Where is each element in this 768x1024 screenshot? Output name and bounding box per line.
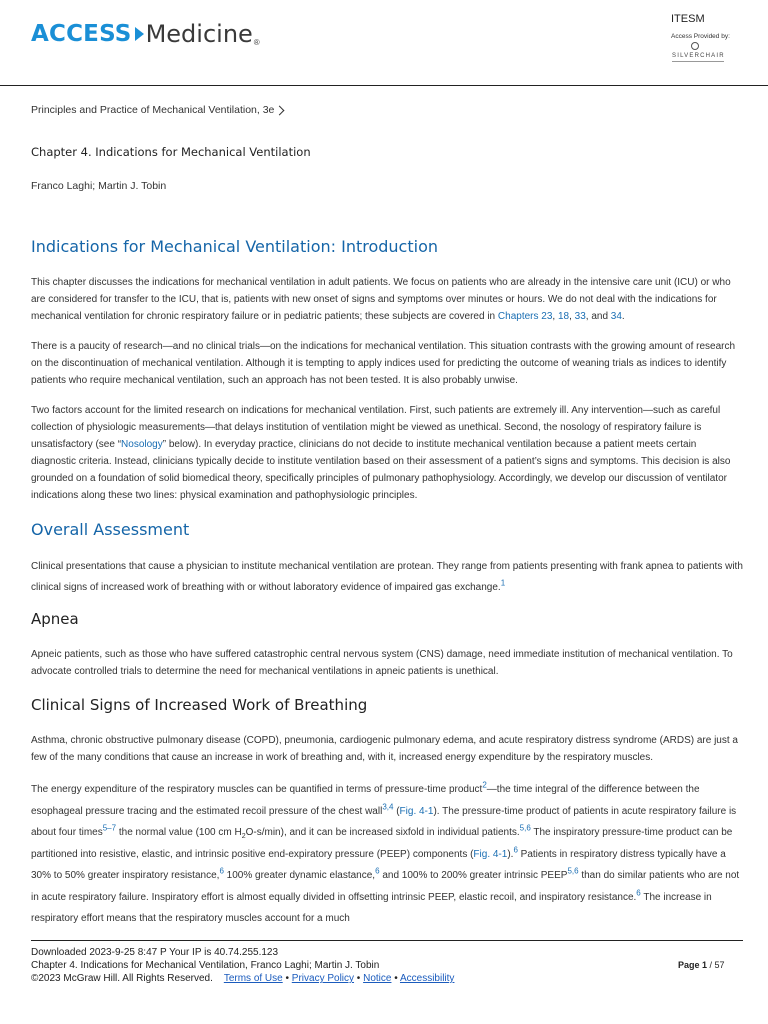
figure-link[interactable]: Fig. 4-1 <box>399 805 434 817</box>
reference-link[interactable]: 5,6 <box>519 823 531 833</box>
book-breadcrumb[interactable] <box>31 104 283 116</box>
access-provided-label: Access Provided by: <box>671 33 730 40</box>
page-number: Page 1 / 57 <box>678 960 725 970</box>
header-divider <box>0 85 768 86</box>
download-info: Downloaded 2023-9-25 8:47 P Your IP is 40.74.255.123 <box>31 947 279 958</box>
logo-medicine-text: Medicine <box>145 20 253 48</box>
reference-link[interactable]: 6 <box>219 866 224 876</box>
reference-link[interactable]: 2 <box>482 780 487 790</box>
notice-link[interactable]: Notice <box>363 973 392 984</box>
clinical-paragraph-1: Asthma, chronic obstructive pulmonary disease (COPD), pneumonia, cardiogenic pulmonary edema, and acute respiratory distress syndrome (ARDS) are just a few of the many conditions that cause an increase in work of breathing and, with it, increased energy expenditure by the respiratory muscles. <box>31 735 738 763</box>
chevron-right-icon[interactable] <box>275 105 285 115</box>
accessmedicine-logo[interactable] <box>31 14 260 54</box>
chapter-authors: Franco Laghi; Martin J. Tobin <box>31 180 167 192</box>
silverchair-logo-icon <box>691 42 699 50</box>
reference-link[interactable]: 6 <box>375 866 380 876</box>
figure-link[interactable]: Fig. 4-1 <box>473 848 508 860</box>
footer-links-row: ©2023 McGraw Hill. All Rights Reserved. Terms of Use • Privacy Policy • Notice • Accessibility <box>31 973 455 984</box>
chapter-18-link[interactable]: 18 <box>557 311 570 322</box>
intro-paragraph-3: Two factors account for the limited research on indications for mechanical ventilation. First, such patients are extremely ill. Any intervention—such as careful collection of physiologic measurements—that delays institution of ventilation might be viewed as unethical. Second, the nosology of respiratory failure is unsatisfactory (see “Nosology” below). In everyday practice, clinicians do not decide to institute mechanical ventilation because a patient meets certain diagnostic criteria. Instead, clinicians typically decide to institute ventilation based on their assessment of a patient’s signs and symptoms. This decision is also grounded on a foundation of solid biomedical theory, specifically principles of pulmonary pathophysiology. Accordingly, we develop our discussion of ventilator indications along these two lines: physical examination and pathophysiologic principles. <box>31 405 731 501</box>
logo-arrow-icon <box>135 27 144 41</box>
section-heading-apnea: Apnea <box>31 610 79 628</box>
nosology-link[interactable]: Nosology <box>121 439 163 450</box>
terms-of-use-link[interactable]: Terms of Use <box>223 973 283 984</box>
page-footer <box>31 946 743 985</box>
citation-info: Chapter 4. Indications for Mechanical Ventilation, Franco Laghi; Martin J. Tobin <box>31 960 380 971</box>
chapter-title: Chapter 4. Indications for Mechanical Ventilation <box>31 145 311 159</box>
reference-link[interactable]: 1 <box>500 578 506 588</box>
reference-link[interactable]: 5,6 <box>567 866 579 876</box>
apnea-paragraph-1: Apneic patients, such as those who have suffered catastrophic central nervous system (CNS) damage, need immediate institution of mechanical ventilation. To advocate controlled trials to determine the need for mechanical ventilations in apneic patients is unethical. <box>31 649 733 677</box>
provider-underline <box>672 61 724 62</box>
logo-registered-mark: ® <box>253 37 260 47</box>
section-heading-clinical-signs: Clinical Signs of Increased Work of Breathing <box>31 696 368 714</box>
footer-divider <box>31 940 743 941</box>
section-heading-overall-assessment: Overall Assessment <box>31 520 190 539</box>
book-title[interactable]: Principles and Practice of Mechanical Ventilation, 3e <box>31 104 275 116</box>
reference-link[interactable]: 6 <box>513 845 518 855</box>
page-header <box>0 0 768 86</box>
intro-paragraph-2: There is a paucity of research—and no clinical trials—on the indications for mechanical ventilation. This situation contrasts with the growing amount of research on the discontinuation of mechanical ventilation. Although it is tempting to apply indices used for predicting the outcome of weaning trials as indices to identify patients who require mechanical ventilation, such an approach has not been tested. It is also probably unwise. <box>31 341 736 386</box>
provider-name: SILVERCHAIR <box>672 53 725 59</box>
reference-link[interactable]: 3,4 <box>382 802 394 812</box>
privacy-policy-link[interactable]: Privacy Policy <box>291 973 355 984</box>
institution-name: ITESM <box>671 13 705 25</box>
reference-link[interactable]: 5–7 <box>102 823 117 833</box>
reference-link[interactable]: 6 <box>636 888 641 898</box>
accessibility-link[interactable]: Accessibility <box>399 973 455 984</box>
copyright-text: ©2023 McGraw Hill. All Rights Reserved. <box>31 973 213 984</box>
overall-paragraph-1: Clinical presentations that cause a physician to institute mechanical ventilation are protean. They range from patients presenting with frank apnea to patients with clinical signs of increased work of breathing with or without laboratory evidence of impaired gas exchange.$^1$ <box>31 561 743 593</box>
intro-paragraph-1: This chapter discusses the indications for mechanical ventilation in adult patients. We focus on patients who are already in the intensive care unit (ICU) or who are considered for transfer to the ICU, that is, patients with new onset of signs and symptoms over minutes or hours. We do not deal with the indications for mechanical ventilation for chronic respiratory failure or in pediatric patients; these subjects are covered in Chapters 23, 18, 33, and 34. <box>31 277 731 322</box>
clinical-paragraph-2: The energy expenditure of the respiratory muscles can be quantified in terms of pressure-time product$^2$—the time integral of the difference between the esophageal pressure tracing and the estimated recoil pressure of the chest wall$^{3,4}$ (Fig. 4-1). The pressure-time product of patients in acute respiratory failure is about four times$^{5-7}$ the normal value (100 cm $H_2O-s/\min$), and it can be increased sixfold in individual patients.$^{5,6}$ The inspiratory pressure-time product can be partitioned into resistive, elastic, and intrinsic positive end-expiratory pressure (PEEP) components (Fig. 4-1).$^6$ Patients in respiratory distress typically have a 30% to 50% greater inspiratory resistance,$^6$ 100% greater dynamic elastance,$^6$ and 100% to 200% greater intrinsic PEEP$^{5,6}$ than do similar patients who are not in acute respiratory failure. Inspiratory effort is almost equally divided in offsetting intrinsic PEEP, elastic recoil, and inspiratory resistance.$^6$ The increase in respiratory effort means that the respiratory muscles account for a much <box>31 780 740 924</box>
section-heading-introduction: Indications for Mechanical Ventilation: Introduction <box>31 237 438 256</box>
chapter-33-link[interactable]: 33 <box>574 311 586 322</box>
chapter-23-link[interactable]: Chapters 23 <box>497 311 553 322</box>
chapter-34-link[interactable]: 34 <box>610 311 622 322</box>
logo-access-text: ACCESS <box>31 21 132 47</box>
